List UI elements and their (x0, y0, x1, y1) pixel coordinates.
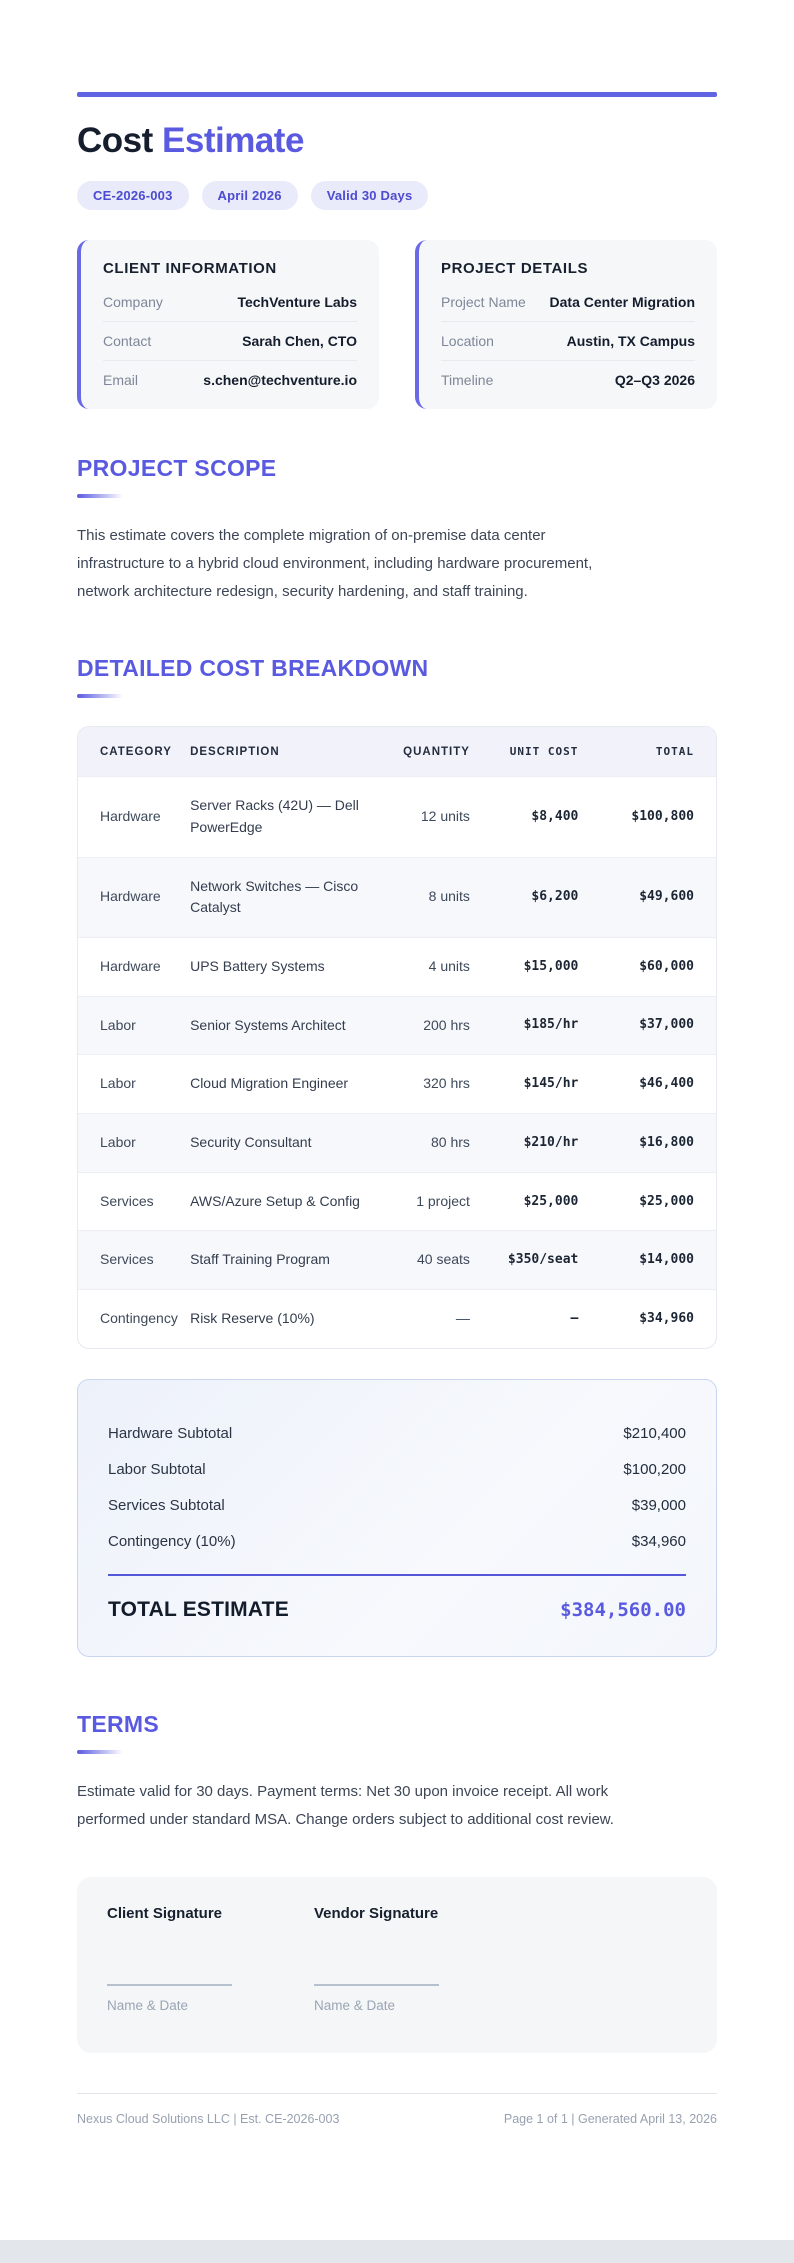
cell-category: Services (78, 1172, 180, 1231)
cell-unit-cost: $8,400 (480, 777, 588, 857)
client-signature-block (107, 1905, 272, 2013)
cell-quantity: 12 units (371, 777, 479, 857)
footer-company-info: Nexus Cloud Solutions LLC | Est. CE-2026-003 (77, 2112, 340, 2127)
estimate-number-badge: CE-2026-003 (77, 181, 189, 210)
column-header-description: DESCRIPTION (180, 727, 371, 777)
client-contact-row (103, 322, 357, 361)
cell-quantity: 80 hrs (371, 1114, 479, 1173)
cell-description: UPS Battery Systems (180, 938, 371, 997)
cell-total: $46,400 (588, 1055, 716, 1114)
project-scope-section (77, 455, 717, 605)
project-timeline-row (441, 361, 695, 399)
project-scope-text: This estimate covers the complete migration of on-premise data center infrastructure to a hybrid cloud environment, including hardware procurement, network architecture redesign, security hardening, and staff training. (77, 527, 593, 600)
labor-subtotal-value: $100,200 (623, 1461, 686, 1479)
contingency-value: $34,960 (631, 1533, 686, 1551)
cell-unit-cost: $15,000 (480, 938, 588, 997)
project-location-row (441, 322, 695, 361)
client-email-label: Email (103, 372, 139, 388)
project-details-card (415, 240, 717, 409)
client-company-value: TechVenture Labs (237, 294, 357, 310)
cost-table-header (78, 727, 716, 777)
total-estimate-row (108, 1576, 686, 1622)
footer-page-info: Page 1 of 1 | Generated April 13, 2026 (503, 2112, 717, 2127)
contingency-label: Contingency (10%) (108, 1533, 236, 1551)
cell-category: Hardware (78, 857, 180, 937)
total-estimate-value: $384,560.00 (560, 1598, 686, 1621)
project-name-value: Data Center Migration (549, 294, 695, 310)
project-location-label: Location (441, 333, 494, 349)
signature-card (77, 1877, 717, 2053)
heading-underline (77, 694, 123, 698)
cost-breakdown-heading: DETAILED COST BREAKDOWN (77, 655, 429, 682)
page-title-accent: Estimate (162, 121, 304, 160)
badge-row (77, 181, 717, 210)
column-header-total: TOTAL (588, 727, 716, 777)
table-row (78, 938, 716, 997)
services-subtotal-value: $39,000 (631, 1497, 686, 1515)
cell-description: Cloud Migration Engineer (180, 1055, 371, 1114)
project-scope-heading: PROJECT SCOPE (77, 455, 277, 481)
cell-quantity: 1 project (371, 1172, 479, 1231)
table-row (78, 777, 716, 857)
cell-total: $100,800 (588, 777, 716, 857)
cell-quantity: — (371, 1290, 479, 1348)
cell-quantity: 4 units (371, 938, 479, 997)
cost-table (77, 726, 717, 1349)
cell-unit-cost: $185/hr (480, 996, 588, 1055)
cell-description: Senior Systems Architect (180, 996, 371, 1055)
cell-category: Labor (78, 1114, 180, 1173)
cell-category: Services (78, 1231, 180, 1290)
client-signature-label: Client Signature (107, 1905, 223, 1923)
cell-unit-cost: $210/hr (480, 1114, 588, 1173)
cell-total: $14,000 (588, 1231, 716, 1290)
client-card-title: CLIENT INFORMATION (103, 260, 277, 277)
labor-subtotal-row (108, 1452, 686, 1488)
project-name-label: Project Name (441, 294, 526, 310)
client-email-row (103, 361, 357, 399)
total-estimate-label: TOTAL ESTIMATE (108, 1597, 289, 1621)
cell-category: Hardware (78, 777, 180, 857)
accent-top-bar (77, 92, 717, 97)
terms-section (77, 1711, 717, 1834)
hardware-subtotal-label: Hardware Subtotal (108, 1425, 233, 1443)
labor-subtotal-label: Labor Subtotal (108, 1461, 206, 1479)
cell-total: $16,800 (588, 1114, 716, 1173)
cell-category: Hardware (78, 938, 180, 997)
cell-total: $60,000 (588, 938, 716, 997)
validity-badge: Valid 30 Days (311, 181, 429, 210)
project-timeline-label: Timeline (441, 372, 494, 388)
client-company-row (103, 283, 357, 322)
totals-summary-card (77, 1379, 717, 1657)
cell-description: AWS/Azure Setup & Config (180, 1172, 371, 1231)
cell-description: Risk Reserve (10%) (180, 1290, 371, 1348)
client-email-value: s.chen@techventure.io (203, 372, 357, 388)
heading-underline (77, 1750, 123, 1754)
table-row (78, 1231, 716, 1290)
document-page (77, 0, 717, 2126)
vendor-name-date-label: Name & Date (314, 1998, 396, 2014)
contingency-row (108, 1524, 686, 1560)
cell-total: $34,960 (588, 1290, 716, 1348)
cell-quantity: 8 units (371, 857, 479, 937)
cell-quantity: 320 hrs (371, 1055, 479, 1114)
cell-total: $49,600 (588, 857, 716, 937)
cell-description: Network Switches — Cisco Catalyst (180, 857, 371, 937)
terms-text: Estimate valid for 30 days. Payment terms: Net 30 upon invoice receipt. All work performed under standard MSA. Change orders subject to additional cost review. (77, 1782, 614, 1828)
cell-total: $37,000 (588, 996, 716, 1055)
hardware-subtotal-row (108, 1416, 686, 1452)
cell-unit-cost: $350/seat (480, 1231, 588, 1290)
cell-description: Security Consultant (180, 1114, 371, 1173)
cell-unit-cost: $25,000 (480, 1172, 588, 1231)
table-row (78, 996, 716, 1055)
cell-category: Labor (78, 1055, 180, 1114)
terms-heading: TERMS (77, 1710, 159, 1737)
bottom-gray-strip (0, 2240, 794, 2263)
cell-category: Contingency (78, 1290, 180, 1348)
table-row (78, 1290, 716, 1348)
project-name-row (441, 283, 695, 322)
cell-unit-cost: $6,200 (480, 857, 588, 937)
client-information-card (77, 240, 379, 409)
column-header-category: CATEGORY (78, 727, 180, 777)
vendor-signature-block (314, 1905, 479, 2013)
services-subtotal-label: Services Subtotal (108, 1497, 225, 1515)
column-header-unit-cost: UNIT COST (480, 727, 588, 777)
cell-quantity: 200 hrs (371, 996, 479, 1055)
hardware-subtotal-value: $210,400 (623, 1425, 686, 1443)
table-row (78, 857, 716, 937)
table-row (78, 1172, 716, 1231)
cell-unit-cost: $145/hr (480, 1055, 588, 1114)
project-location-value: Austin, TX Campus (566, 333, 695, 349)
cell-unit-cost: – (480, 1290, 588, 1348)
column-header-quantity: QUANTITY (371, 727, 479, 777)
cell-description: Staff Training Program (180, 1231, 371, 1290)
page-title-black: Cost (77, 121, 153, 160)
client-company-label: Company (103, 294, 163, 310)
vendor-signature-label: Vendor Signature (314, 1905, 439, 1923)
services-subtotal-row (108, 1488, 686, 1524)
project-card-title: PROJECT DETAILS (441, 260, 589, 277)
document-footer (77, 2093, 717, 2126)
client-contact-label: Contact (103, 333, 152, 349)
client-contact-value: Sarah Chen, CTO (242, 333, 357, 349)
cell-description: Server Racks (42U) — Dell PowerEdge (180, 777, 371, 857)
table-row (78, 1114, 716, 1173)
cost-breakdown-section (77, 655, 717, 1657)
info-cards-row (77, 240, 717, 409)
project-timeline-value: Q2–Q3 2026 (614, 372, 695, 388)
table-row (78, 1055, 716, 1114)
estimate-date-badge: April 2026 (202, 181, 298, 210)
cell-category: Labor (78, 996, 180, 1055)
cell-total: $25,000 (588, 1172, 716, 1231)
heading-underline (77, 494, 123, 498)
vendor-signature-line (314, 1984, 439, 1986)
client-signature-line (107, 1984, 232, 1986)
cell-quantity: 40 seats (371, 1231, 479, 1290)
page-title (77, 121, 717, 161)
client-name-date-label: Name & Date (107, 1998, 189, 2014)
